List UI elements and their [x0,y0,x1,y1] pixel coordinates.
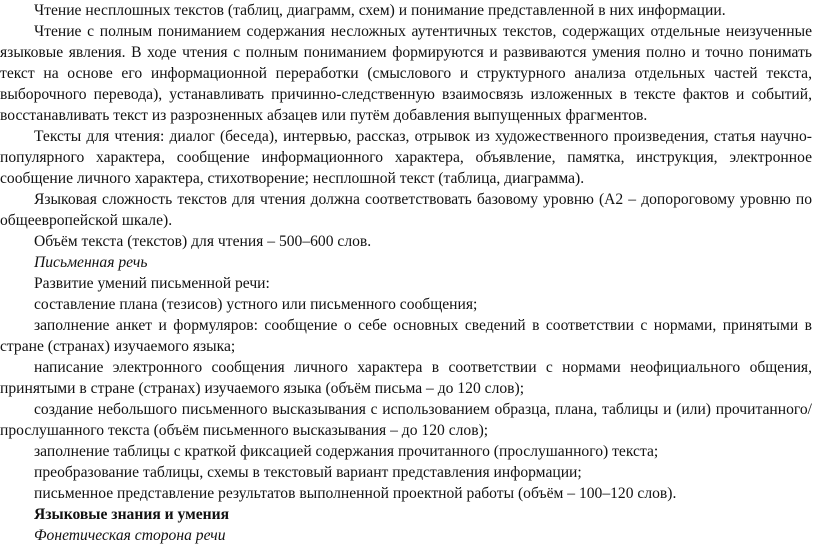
list-item-short-text: создание небольшого письменного высказывания с использованием образца, плана, таблицы и (или) прочитанного/прослушанного текста (объём письменного высказывания – до 120 слов); [0,401,812,439]
paragraph-nonlinear-texts: Чтение несплошных текстов (таблиц, диаграмм, схем) и понимание представленной в них информации. [34,2,726,19]
paragraph-full-comprehension: Чтение с полным пониманием содержания несложных аутентичных текстов, содержащих отдельные неизученные языковые явления. В ходе чтения с полным пониманием формируются и развиваются умения полно и точно понимать текст на основе его информационной переработки (смыслового и структурного анализа отдельных частей текста, выборочного перевода), устанавливать причинно-следственную взаимосвязь изложенных в тексте фактов и событий, восстанавливать текст из разрозненных абзацев или путём добавления выпущенных фрагментов. [0,23,812,124]
list-item-plan: составление плана (тезисов) устного или письменного сообщения; [34,296,478,313]
heading-language-knowledge: Языковые знания и умения [34,506,230,523]
heading-written-speech: Письменная речь [34,254,148,271]
list-item-table-convert: преобразование таблицы, схемы в текстовый вариант представления информации; [34,464,582,481]
paragraph-writing-skills-intro: Развитие умений письменной речи: [34,275,270,292]
list-item-forms: заполнение анкет и формуляров: сообщение о себе основных сведений в соответствии с нормами, принятыми в стране (странах) изучаемого языка; [0,317,812,355]
paragraph-text-types: Тексты для чтения: диалог (беседа), интервью, рассказ, отрывок из художественного произведения, статья научно-популярного характера, сообщение информационного характера, объявление, памятка, инструкция, электронное сообщение личного характера, стихотворение; несплошной текст (таблица, диаграмма). [0,128,812,187]
list-item-table-fill: заполнение таблицы с краткой фиксацией содержания прочитанного (прослушанного) текста; [34,443,659,460]
heading-phonetics: Фонетическая сторона речи [34,527,226,544]
paragraph-text-volume: Объём текста (текстов) для чтения – 500–600 слов. [34,233,372,250]
list-item-email: написание электронного сообщения личного характера в соответствии с нормами неофициального общения, принятыми в стране (странах) изучаемого языка (объём письма – до 120 слов); [0,359,812,397]
paragraph-language-complexity: Языковая сложность текстов для чтения должна соответствовать базовому уровню (А2 – допороговому уровню по общеевропейской шкале). [0,191,812,229]
list-item-project-results: письменное представление результатов выполненной проектной работы (объём – 100–120 слов). [34,485,677,502]
